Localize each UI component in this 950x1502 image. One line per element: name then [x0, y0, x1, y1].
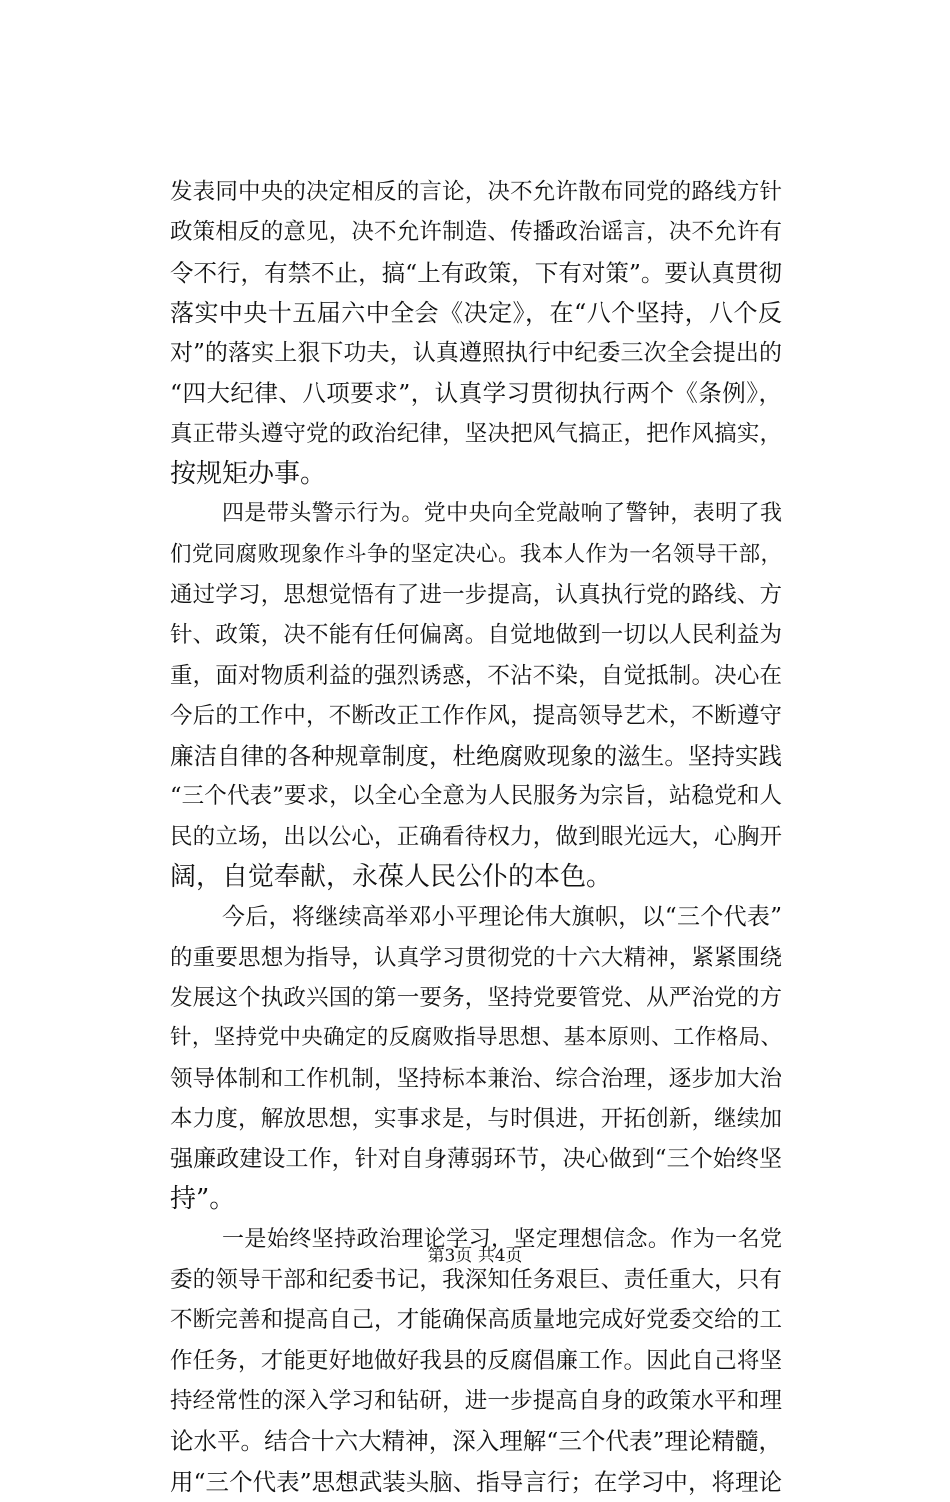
text-line: 四是带头警示行为。党中央向全党敲响了警钟，表明了我 — [222, 501, 782, 527]
text-line: 论水平。结合十六大精神，深入理解“三个代表”理论精髓， — [170, 1427, 782, 1456]
text-line: 针、政策，决不能有任何偏离。自觉地做到一切以人民利益为 — [170, 622, 782, 649]
text-line: 重，面对物质利益的强烈诱惑，不沾不染，自觉抵制。决心在 — [170, 662, 782, 689]
text-line: 本力度，解放思想，实事求是，与时俱进，开拓创新，继续加 — [170, 1105, 782, 1132]
text-line: 按规矩办事。 — [170, 459, 327, 490]
text-line: 们党同腐败现象作斗争的坚定决心。我本人作为一名领导干部， — [170, 541, 782, 567]
text-line: 发表同中央的决定相反的言论，决不允许散布同党的路线方针 — [170, 179, 782, 205]
text-line: 的重要思想为指导，认真学习贯彻党的十六大精神，紧紧围绕 — [170, 944, 782, 971]
text-line: 政策相反的意见，决不允许制造、传播政治谣言，决不允许有 — [170, 219, 782, 246]
text-line: 今后的工作中，不断改正工作作风，提高领导艺术，不断遵守 — [170, 702, 782, 729]
text-line: 今后，将继续高举邓小平理论伟大旗帜，以“三个代表” — [222, 904, 782, 931]
text-line: 民的立场，出以公心，正确看待权力，做到眼光远大，心胸开 — [170, 823, 782, 850]
text-line: 持”。 — [170, 1184, 236, 1215]
text-line: 领导体制和工作机制，坚持标本兼治、综合治理，逐步加大治 — [170, 1065, 782, 1092]
page-footer: 第3页 共4页 — [427, 1246, 523, 1266]
text-line: 阔，自觉奉献，永葆人民公仆的本色。 — [170, 862, 613, 893]
text-line: 用“三个代表”思想武装头脑、指导言行；在学习中，将理论 — [170, 1467, 782, 1496]
text-line: 委的领导干部和纪委书记，我深知任务艰巨、责任重大，只有 — [170, 1267, 782, 1294]
text-line: 发展这个执政兴国的第一要务，坚持党要管党、从严治党的方 — [170, 984, 782, 1011]
text-line: 真正带头遵守党的政治纪律，坚决把风气搞正，把作风搞实， — [170, 420, 782, 447]
text-line: 针，坚持党中央确定的反腐败指导思想、基本原则、工作格局、 — [170, 1025, 782, 1051]
text-line: 强廉政建设工作，针对自身薄弱环节，决心做到“三个始终坚 — [170, 1146, 782, 1173]
text-line: 一是始终坚持政治理论学习，坚定理想信念。作为一名党 — [222, 1226, 782, 1252]
text-line: “三个代表”要求，以全心全意为人民服务为宗旨，站稳党和人 — [170, 783, 782, 810]
text-line: 令不行，有禁不止，搞“上有政策，下有对策”。要认真贯彻 — [170, 258, 782, 287]
text-line: 廉洁自律的各种规章制度，杜绝腐败现象的滋生。坚持实践 — [170, 742, 782, 771]
text-line: 对”的落实上狠下功夫，认真遵照执行中纪委三次全会提出的 — [170, 340, 782, 367]
text-line: 不断完善和提高自己，才能确保高质量地完成好党委交给的工 — [170, 1307, 782, 1334]
text-line: 落实中央十五届六中全会《决定》，在“八个坚持，八个反 — [170, 298, 782, 327]
text-line: 持经常性的深入学习和钻研，进一步提高自身的政策水平和理 — [170, 1387, 782, 1414]
text-line: 通过学习，思想觉悟有了进一步提高，认真执行党的路线、方 — [170, 581, 782, 608]
text-line: “四大纪律、八项要求”，认真学习贯彻执行两个《条例》， — [170, 379, 782, 408]
text-line: 作任务，才能更好地做好我县的反腐倡廉工作。因此自己将坚 — [170, 1347, 782, 1374]
body-text — [170, 172, 782, 1502]
